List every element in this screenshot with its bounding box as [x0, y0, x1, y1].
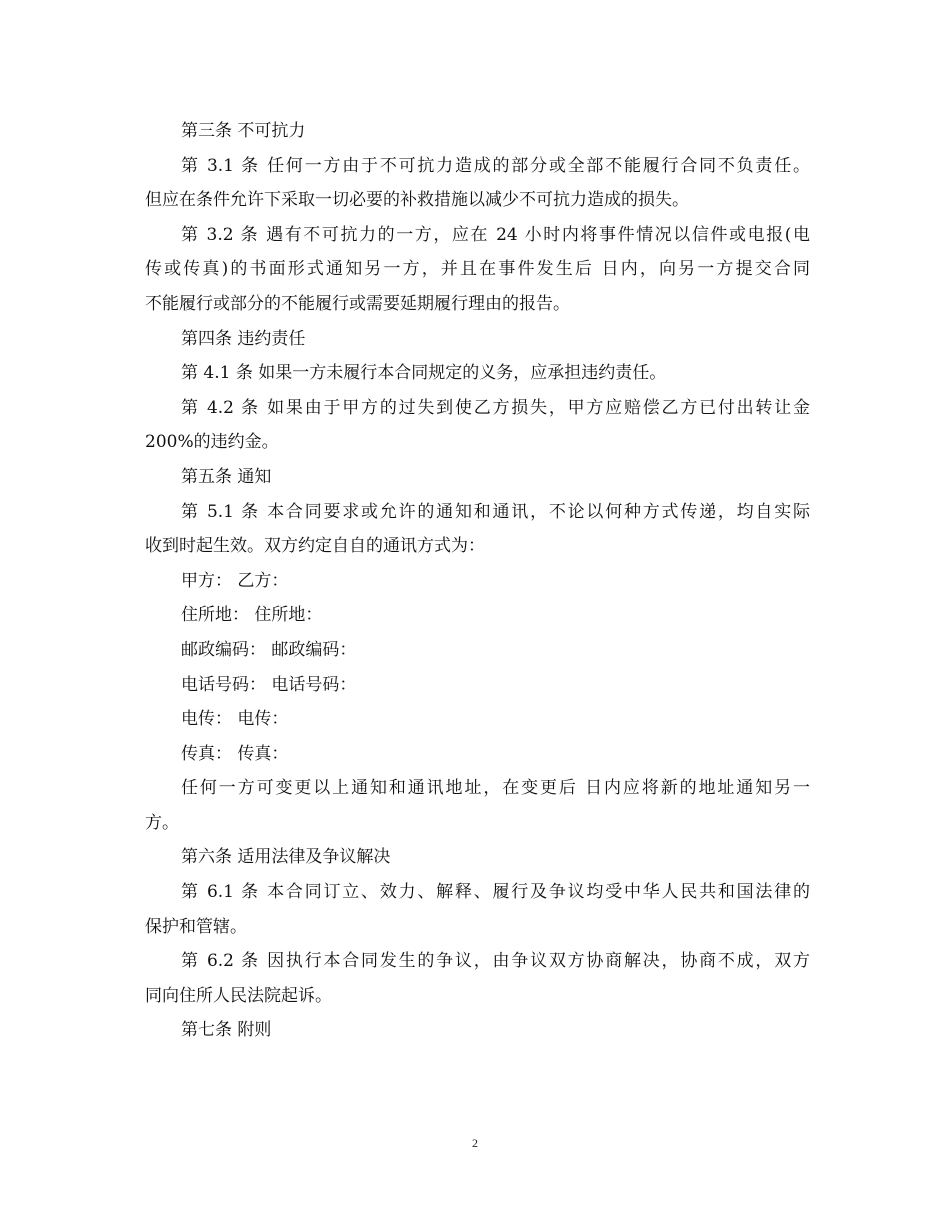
contact-field-line: 甲方： 乙方：: [181, 570, 289, 591]
paragraph-line: 不能履行或部分的不能履行或需要延期履行理由的报告。: [145, 293, 570, 314]
paragraph-line: 同向住所人民法院起诉。: [145, 985, 332, 1006]
page-number: 2: [472, 1136, 478, 1150]
section-heading: 第七条 附则: [181, 1020, 272, 1041]
contact-field-line: 住所地： 住所地：: [181, 605, 323, 626]
paragraph-line: 200%的违约金。: [145, 432, 279, 453]
section-heading: 第四条 违约责任: [181, 328, 306, 349]
contact-field-line: 邮政编码： 邮政编码：: [181, 639, 357, 660]
contact-field-line: 电传： 电传：: [181, 709, 289, 730]
section-heading: 第三条 不可抗力: [181, 121, 306, 141]
contact-field-line: 电话号码： 电话号码：: [181, 674, 357, 695]
section-heading: 第六条 适用法律及争议解决: [181, 847, 391, 868]
document-body: [145, 114, 810, 1048]
paragraph-line: 第 4.1 条 如果一方未履行本合同规定的义务，应承担违约责任。: [181, 363, 667, 384]
paragraph-line: 但应在条件允许下采取一切必要的补救措施以减少不可抗力造成的损失。: [145, 190, 689, 211]
paragraph-line: 方。: [145, 812, 179, 833]
paragraph-line: 传或传真)的书面形式通知另一方，并且在事件发生后 日内，向另一方提交合同: [145, 259, 810, 280]
paragraph-line: 第 5.1 条 本合同要求或允许的通知和通讯，不论以何种方式传递，均自实际: [181, 501, 810, 522]
paragraph-line: 收到时起生效。双方约定自自的通讯方式为：: [145, 536, 485, 557]
paragraph-line: 第 6.1 条 本合同订立、效力、解释、履行及争议均受中华人民共和国法律的: [181, 882, 810, 903]
paragraph-line: 第 3.1 条 任何一方由于不可抗力造成的部分或全部不能履行合同不负责任。: [181, 155, 810, 176]
contact-field-line: 传真： 传真：: [181, 743, 289, 764]
section-heading: 第五条 通知: [181, 466, 272, 487]
paragraph-line: 第 3.2 条 遇有不可抗力的一方，应在 24 小时内将事件情况以信件或电报(电: [181, 224, 810, 245]
paragraph-line: 第 6.2 条 因执行本合同发生的争议，由争议双方协商解决，协商不成，双方: [181, 951, 810, 972]
paragraph-line: 第 4.2 条 如果由于甲方的过失到使乙方损失，甲方应赔偿乙方已付出转让金: [181, 397, 810, 418]
paragraph-line: 保护和管辖。: [145, 916, 247, 937]
paragraph-line: 任何一方可变更以上通知和通讯地址，在变更后 日内应将新的地址通知另一: [181, 778, 810, 799]
